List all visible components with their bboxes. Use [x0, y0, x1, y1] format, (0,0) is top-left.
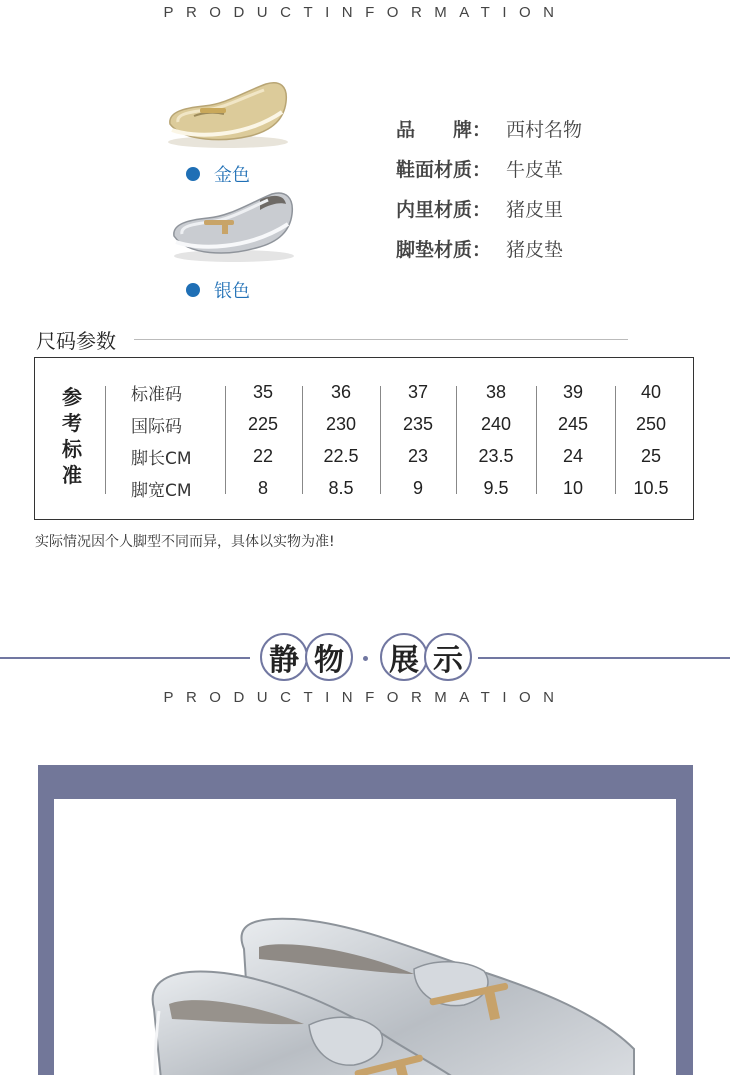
size-section-title: 尺码参数 [36, 329, 116, 353]
size-table [34, 357, 694, 520]
display-photo [54, 799, 676, 1075]
spec-row-brand [396, 108, 582, 148]
size-cell: 36 [330, 382, 352, 402]
spec-list [396, 108, 582, 268]
spec-row-upper [396, 148, 582, 188]
size-note: 实际情况因个人脚型不同而异，具体以实物为准! [35, 534, 335, 550]
color-option-silver [186, 277, 250, 303]
color-label: 银色 [214, 281, 250, 302]
divider [134, 339, 628, 340]
size-cell: 23 [407, 446, 429, 466]
size-cell: 225 [247, 414, 279, 434]
size-cell: 245 [557, 414, 589, 434]
heading-line-left [0, 657, 250, 659]
size-row-label: 标准码 [131, 385, 182, 405]
size-cell: 24 [562, 446, 584, 466]
column-divider [105, 386, 106, 494]
size-cell: 25 [640, 446, 662, 466]
heading-char-circle: 静 [260, 633, 308, 681]
color-option-gold [186, 161, 250, 187]
display-subtitle: PRODUCTINFORMATION [163, 689, 567, 706]
size-cell: 23.5 [478, 446, 514, 466]
size-cell: 10.5 [633, 478, 669, 498]
size-cell: 22.5 [323, 446, 359, 466]
size-cell: 39 [562, 382, 584, 402]
column-divider [225, 386, 226, 494]
size-cell: 240 [480, 414, 512, 434]
silver-loafer-image [168, 186, 298, 264]
size-cell: 38 [485, 382, 507, 402]
size-cell: 10 [562, 478, 584, 498]
bullet-dot-icon [186, 283, 200, 297]
size-row-label: 国际码 [131, 417, 182, 437]
size-cell: 235 [402, 414, 434, 434]
size-cell: 37 [407, 382, 429, 402]
column-divider [380, 386, 381, 494]
size-cell: 8 [257, 478, 268, 498]
size-cell: 8.5 [328, 478, 354, 498]
spec-row-lining [396, 188, 582, 228]
spec-row-insole [396, 228, 582, 268]
spec-value: 猪皮里 [506, 198, 564, 221]
color-label: 金色 [214, 165, 250, 186]
heading-char-circle: 展 [380, 633, 428, 681]
reference-char: 考 [62, 411, 82, 435]
column-divider [302, 386, 303, 494]
column-divider [536, 386, 537, 494]
gold-loafer-image [164, 72, 294, 150]
spec-value: 猪皮垫 [506, 238, 564, 261]
reference-char: 准 [62, 463, 82, 487]
spec-value: 西村名物 [506, 118, 583, 141]
spec-key: 脚垫材质： [396, 238, 492, 261]
column-divider [615, 386, 616, 494]
size-cell: 9 [412, 478, 423, 498]
reference-char: 标 [62, 437, 82, 461]
size-cell: 40 [640, 382, 662, 402]
product-information-heading: PRODUCTINFORMATION [163, 4, 567, 21]
size-cell: 22 [252, 446, 274, 466]
heading-line-right [478, 657, 730, 659]
reference-char: 参 [62, 385, 82, 409]
size-cell: 230 [325, 414, 357, 434]
silver-loafer-pair-image [54, 799, 676, 1075]
spec-value: 牛皮革 [506, 158, 564, 181]
size-cell: 250 [635, 414, 667, 434]
heading-char-circle: 示 [424, 633, 472, 681]
spec-key: 品 牌： [396, 118, 492, 141]
reference-label [61, 384, 83, 488]
spec-key: 鞋面材质： [396, 158, 492, 181]
size-cell: 35 [252, 382, 274, 402]
size-row-label: 脚长CM [131, 449, 192, 469]
size-cell: 9.5 [483, 478, 509, 498]
heading-dot [363, 656, 368, 661]
heading-char-circle: 物 [305, 633, 353, 681]
display-frame [38, 765, 693, 1075]
bullet-dot-icon [186, 167, 200, 181]
spec-key: 内里材质： [396, 198, 492, 221]
size-row-label: 脚宽CM [131, 481, 192, 501]
column-divider [456, 386, 457, 494]
